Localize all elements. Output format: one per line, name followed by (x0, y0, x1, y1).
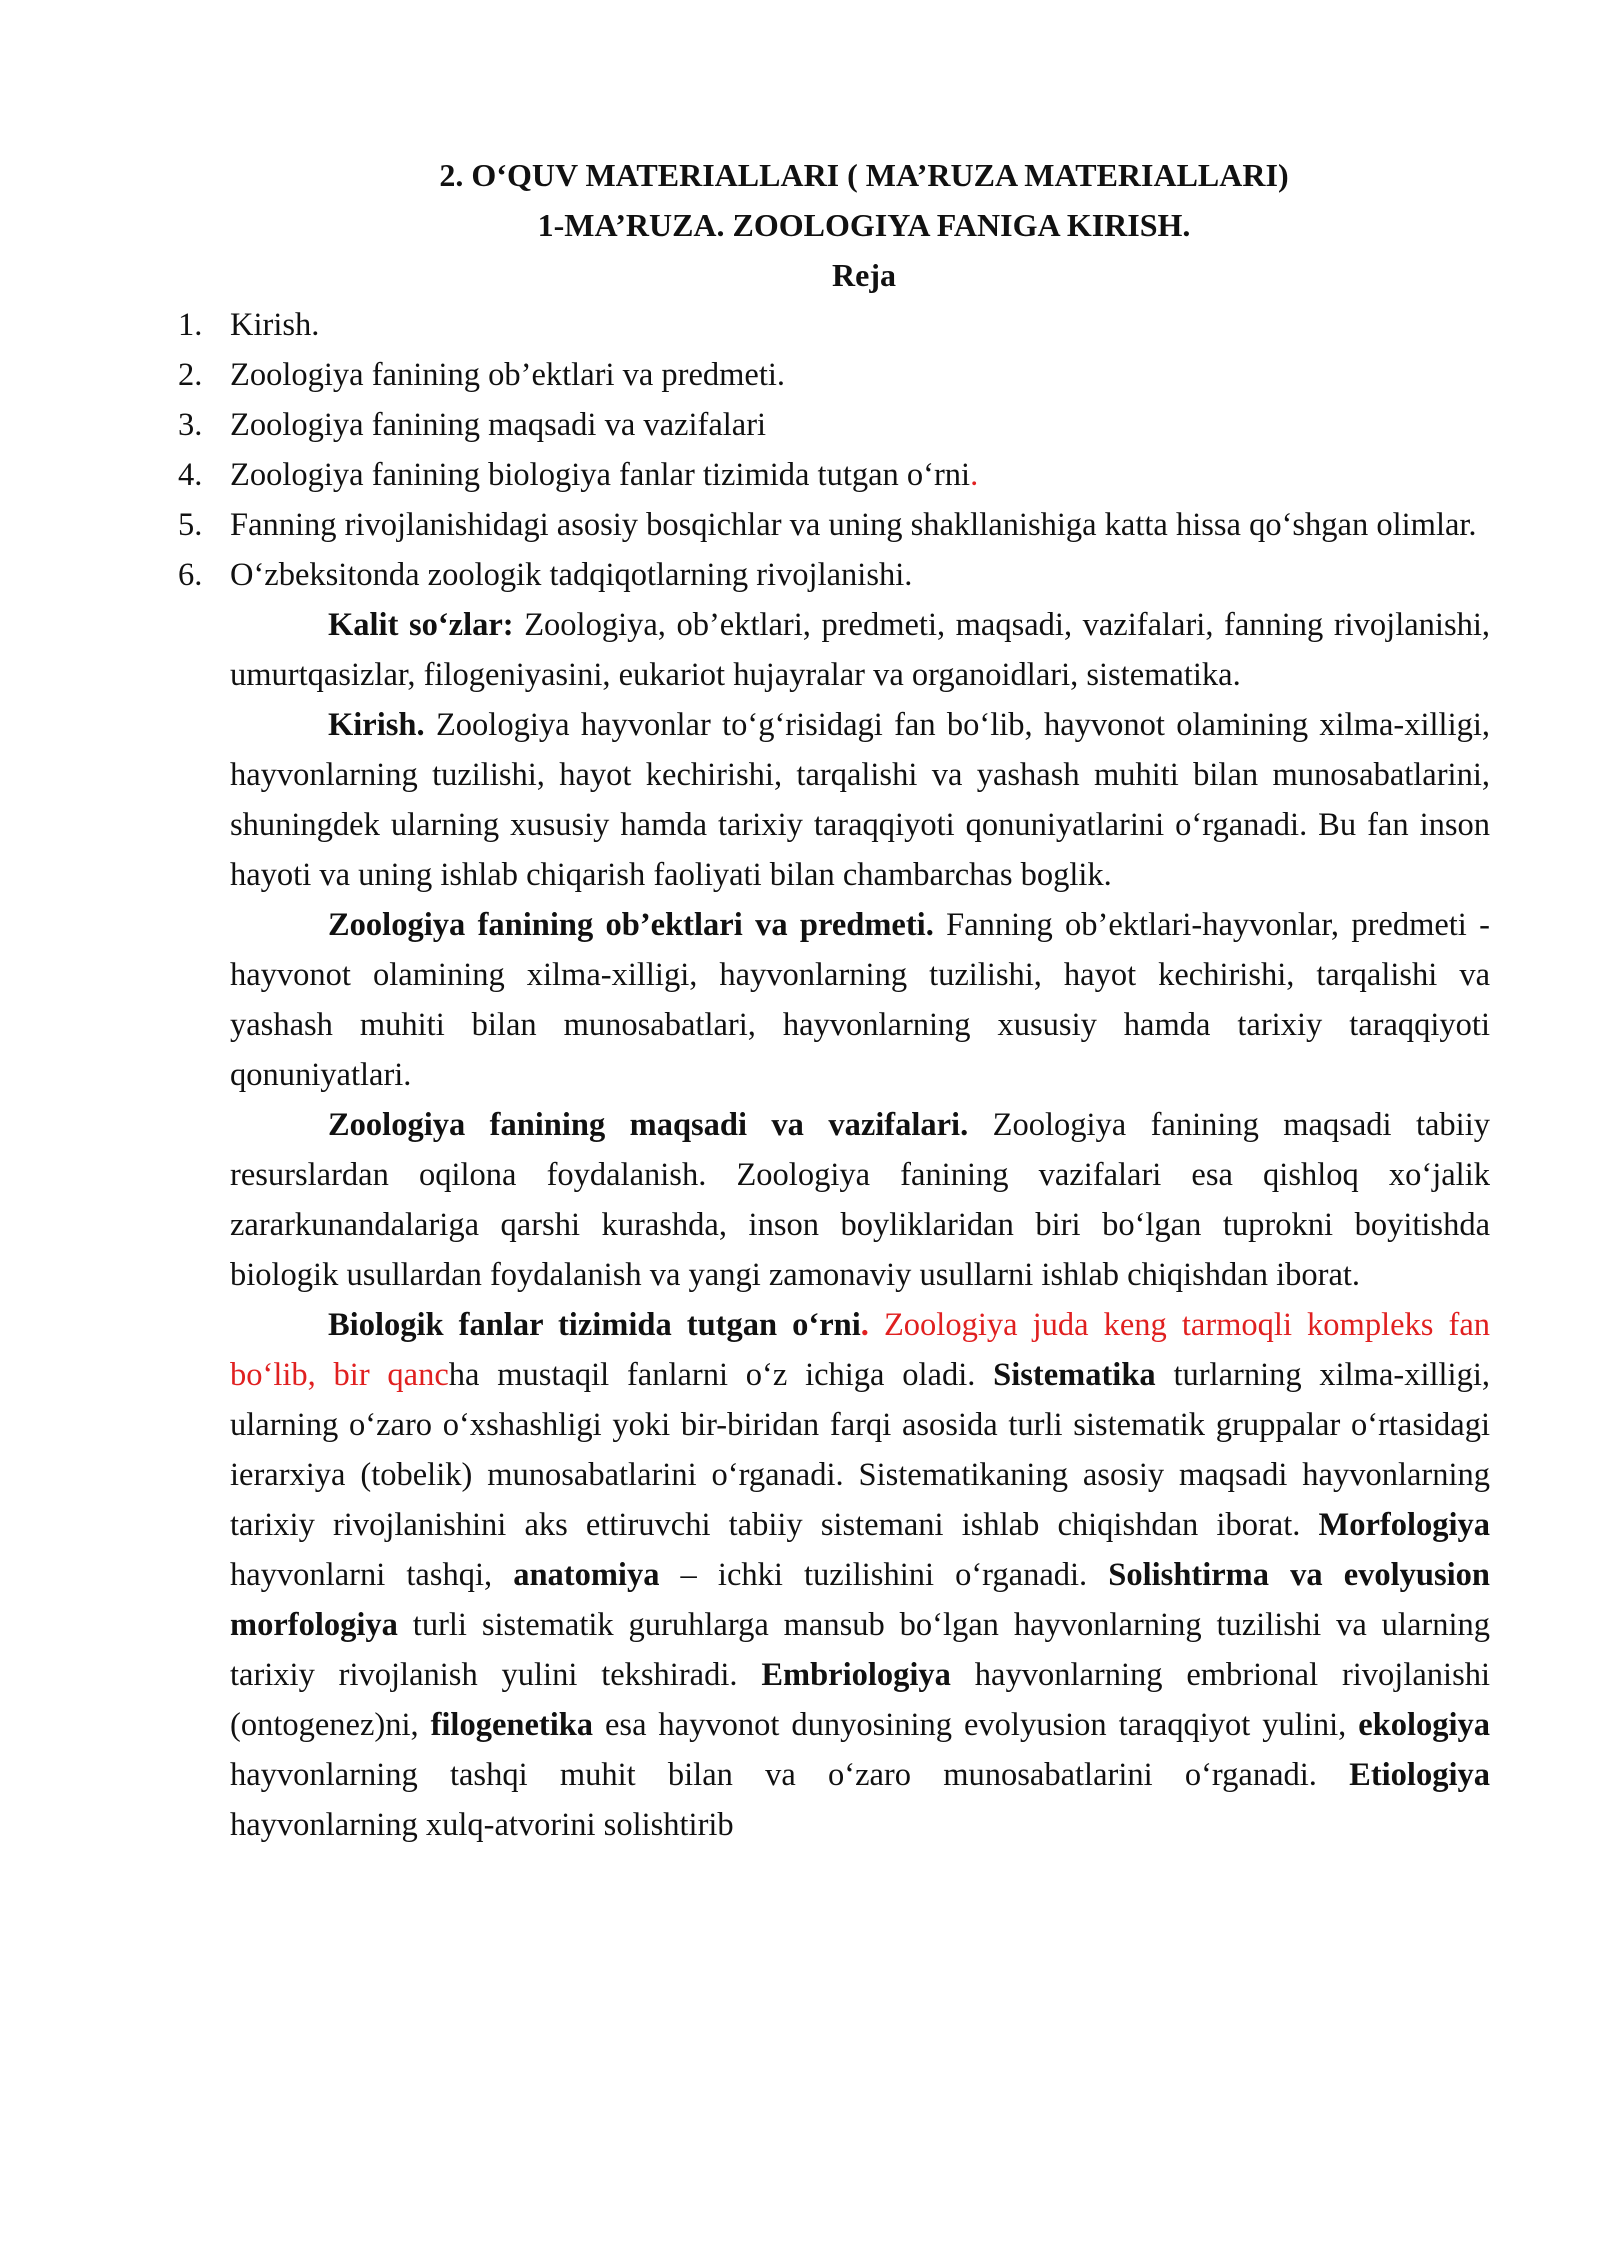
intro-label: Kirish. (328, 707, 425, 743)
term-solishtirma-morfologiya: Solishtirma va evolyusion morfologiya (230, 1557, 1490, 1643)
plan-item-text (230, 350, 1490, 400)
place-text: hayvonlarning xulq-atvorini solishtirib (230, 1807, 734, 1843)
term-anatomiya: anatomiya (513, 1557, 660, 1593)
objects-paragraph (230, 900, 1490, 1100)
intro-paragraph (230, 700, 1490, 900)
plan-item-number: 4. (178, 457, 203, 493)
place-text: ha mustaqil fanlarni o‘z ichiga oladi. (448, 1357, 994, 1393)
plan-item-label: Zoologiya fanining maqsadi va vazifalari (230, 407, 767, 443)
plan-heading: Reja (832, 257, 896, 293)
plan-list (178, 300, 1490, 600)
objects-label: Zoologiya fanining ob’ektlari va predmeti. (328, 907, 934, 943)
plan-item-number: 3. (178, 407, 203, 443)
place-text: hayvonlarni tashqi, (230, 1557, 514, 1593)
plan-item-label: Kirish. (230, 307, 320, 343)
keywords-text: Zoologiya, ob’ektlari, predmeti, maqsadi, vazifalari, fanning rivojlanishi, umurtqasizlar, filogeniyasini, eukariot hujayralar va organoidlari, sistematika. (230, 607, 1490, 693)
place-text: – ichki tuzilishini o‘rganadi. (659, 1557, 1109, 1593)
goals-text: Zoologiya fanining maqsadi tabiiy resurslardan oqilona foydalanish. Zoologiya fanining vazifalari esa qishloq xo‘jalik zararkunandalariga qarshi kurashda, inson boyliklaridan biri bo‘lgan tuprokni boyitishda biologik usullardan foydalanish va yangi zamonaviy usullarni ishlab chiqishdan iborat. (230, 1107, 1490, 1293)
objects-text: Fanning ob’ektlari-hayvonlar, predmeti - hayvonot olamining xilma-xilligi, hayvonlarning tuzilishi, hayot kechirishi, tarqalishi va yashash muhiti bilan munosabatlari, hayvonlarning xususiy hamda tarixiy taraqqiyoti qonuniyatlari. (230, 907, 1491, 1093)
plan-item-text (230, 500, 1490, 550)
keywords-label: Kalit so‘zlar: (328, 607, 514, 643)
plan-item (178, 500, 1490, 550)
plan-item (178, 300, 1490, 350)
place-text: hayvonlarning tashqi muhit bilan va o‘zaro munosabatlarini o‘rganadi. (230, 1757, 1350, 1793)
place-text: turli sistematik guruhlarga mansub bo‘lgan hayvonlarning tuzilishi va ularning tarixiy rivojlanish yulini tekshiradi. (230, 1607, 1490, 1693)
plan-item-text (230, 400, 1490, 450)
keywords-paragraph (230, 600, 1490, 700)
term-filogenetika: filogenetika (430, 1707, 594, 1743)
place-text: hayvonlarning embrional rivojlanishi (ontogenez)ni, (230, 1657, 1490, 1743)
plan-item-number: 2. (178, 357, 203, 393)
place-label: Biologik fanlar tizimida tutgan o‘rni (328, 1307, 861, 1343)
plan-item-label: Zoologiya fanining biologiya fanlar tizimida tutgan o‘rni (230, 457, 971, 493)
place-text: esa hayvonot dunyosining evolyusion taraqqiyot yulini, (593, 1707, 1359, 1743)
term-embriologiya: Embriologiya (761, 1657, 951, 1693)
plan-item-tail: . (970, 457, 979, 493)
plan-item (178, 350, 1490, 400)
place-highlight-text: Zoologiya juda keng tarmoqli kompleks fan bo‘lib, bir qanc (230, 1307, 1490, 1393)
term-sistematika: Sistematika (993, 1357, 1156, 1393)
term-ekologiya: ekologiya (1358, 1707, 1490, 1743)
plan-item-number: 1. (178, 307, 203, 343)
place-paragraph (230, 1300, 1490, 1850)
plan-item-label: Zoologiya fanining ob’ektlari va predmeti. (230, 357, 786, 393)
plan-item-text (230, 450, 1490, 500)
goals-label: Zoologiya fanining maqsadi va vazifalari. (328, 1107, 969, 1143)
plan-item-text (230, 550, 1490, 600)
term-etiologiya: Etiologiya (1349, 1757, 1490, 1793)
plan-item (178, 550, 1490, 600)
section-title: 2. O‘QUV MATERIALLARI ( MA’RUZA MATERIALLARI) (439, 157, 1289, 193)
plan-item-number: 5. (178, 507, 203, 543)
intro-text: Zoologiya hayvonlar to‘g‘risidagi fan bo‘lib, hayvonot olamining xilma-xilligi, hayvonlarning tuzilishi, hayot kechirishi, tarqalishi va yashash muhiti bilan munosabatlarini, shuningdek ularning xususiy hamda tarixiy taraqqiyoti qonuniyatlarini o‘rganadi. Bu fan inson hayoti va uning ishlab chiqarish faoliyati bilan chambarchas boglik. (230, 707, 1490, 893)
place-text: turlarning xilma-xilligi, ularning o‘zaro o‘xshashligi yoki bir-biridan farqi asosida turli sistematik gruppalar o‘rtasidagi ierarxiya (tobelik) munosabatlarini o‘rganadi. Sistematikaning asosiy maqsadi hayvonlarning tarixiy rivojlanishini aks ettiruvchi tabiiy sistemani ishlab chiqishdan iborat. (230, 1357, 1490, 1543)
plan-item-number: 6. (178, 557, 203, 593)
plan-item-label: Fanning rivojlanishidagi asosiy bosqichlar va uning shakllanishiga katta hissa qo‘shgan olimlar. (230, 507, 1477, 543)
plan-item (178, 450, 1490, 500)
plan-item-text (230, 300, 1490, 350)
plan-item (178, 400, 1490, 450)
lecture-title: 1-MA’RUZA. ZOOLOGIYA FANIGA KIRISH. (537, 207, 1191, 243)
term-morfologiya: Morfologiya (1318, 1507, 1490, 1543)
goals-paragraph (230, 1100, 1490, 1300)
place-label-dot: . (860, 1307, 869, 1343)
plan-item-label: O‘zbeksitonda zoologik tadqiqotlarning rivojlanishi. (230, 557, 913, 593)
